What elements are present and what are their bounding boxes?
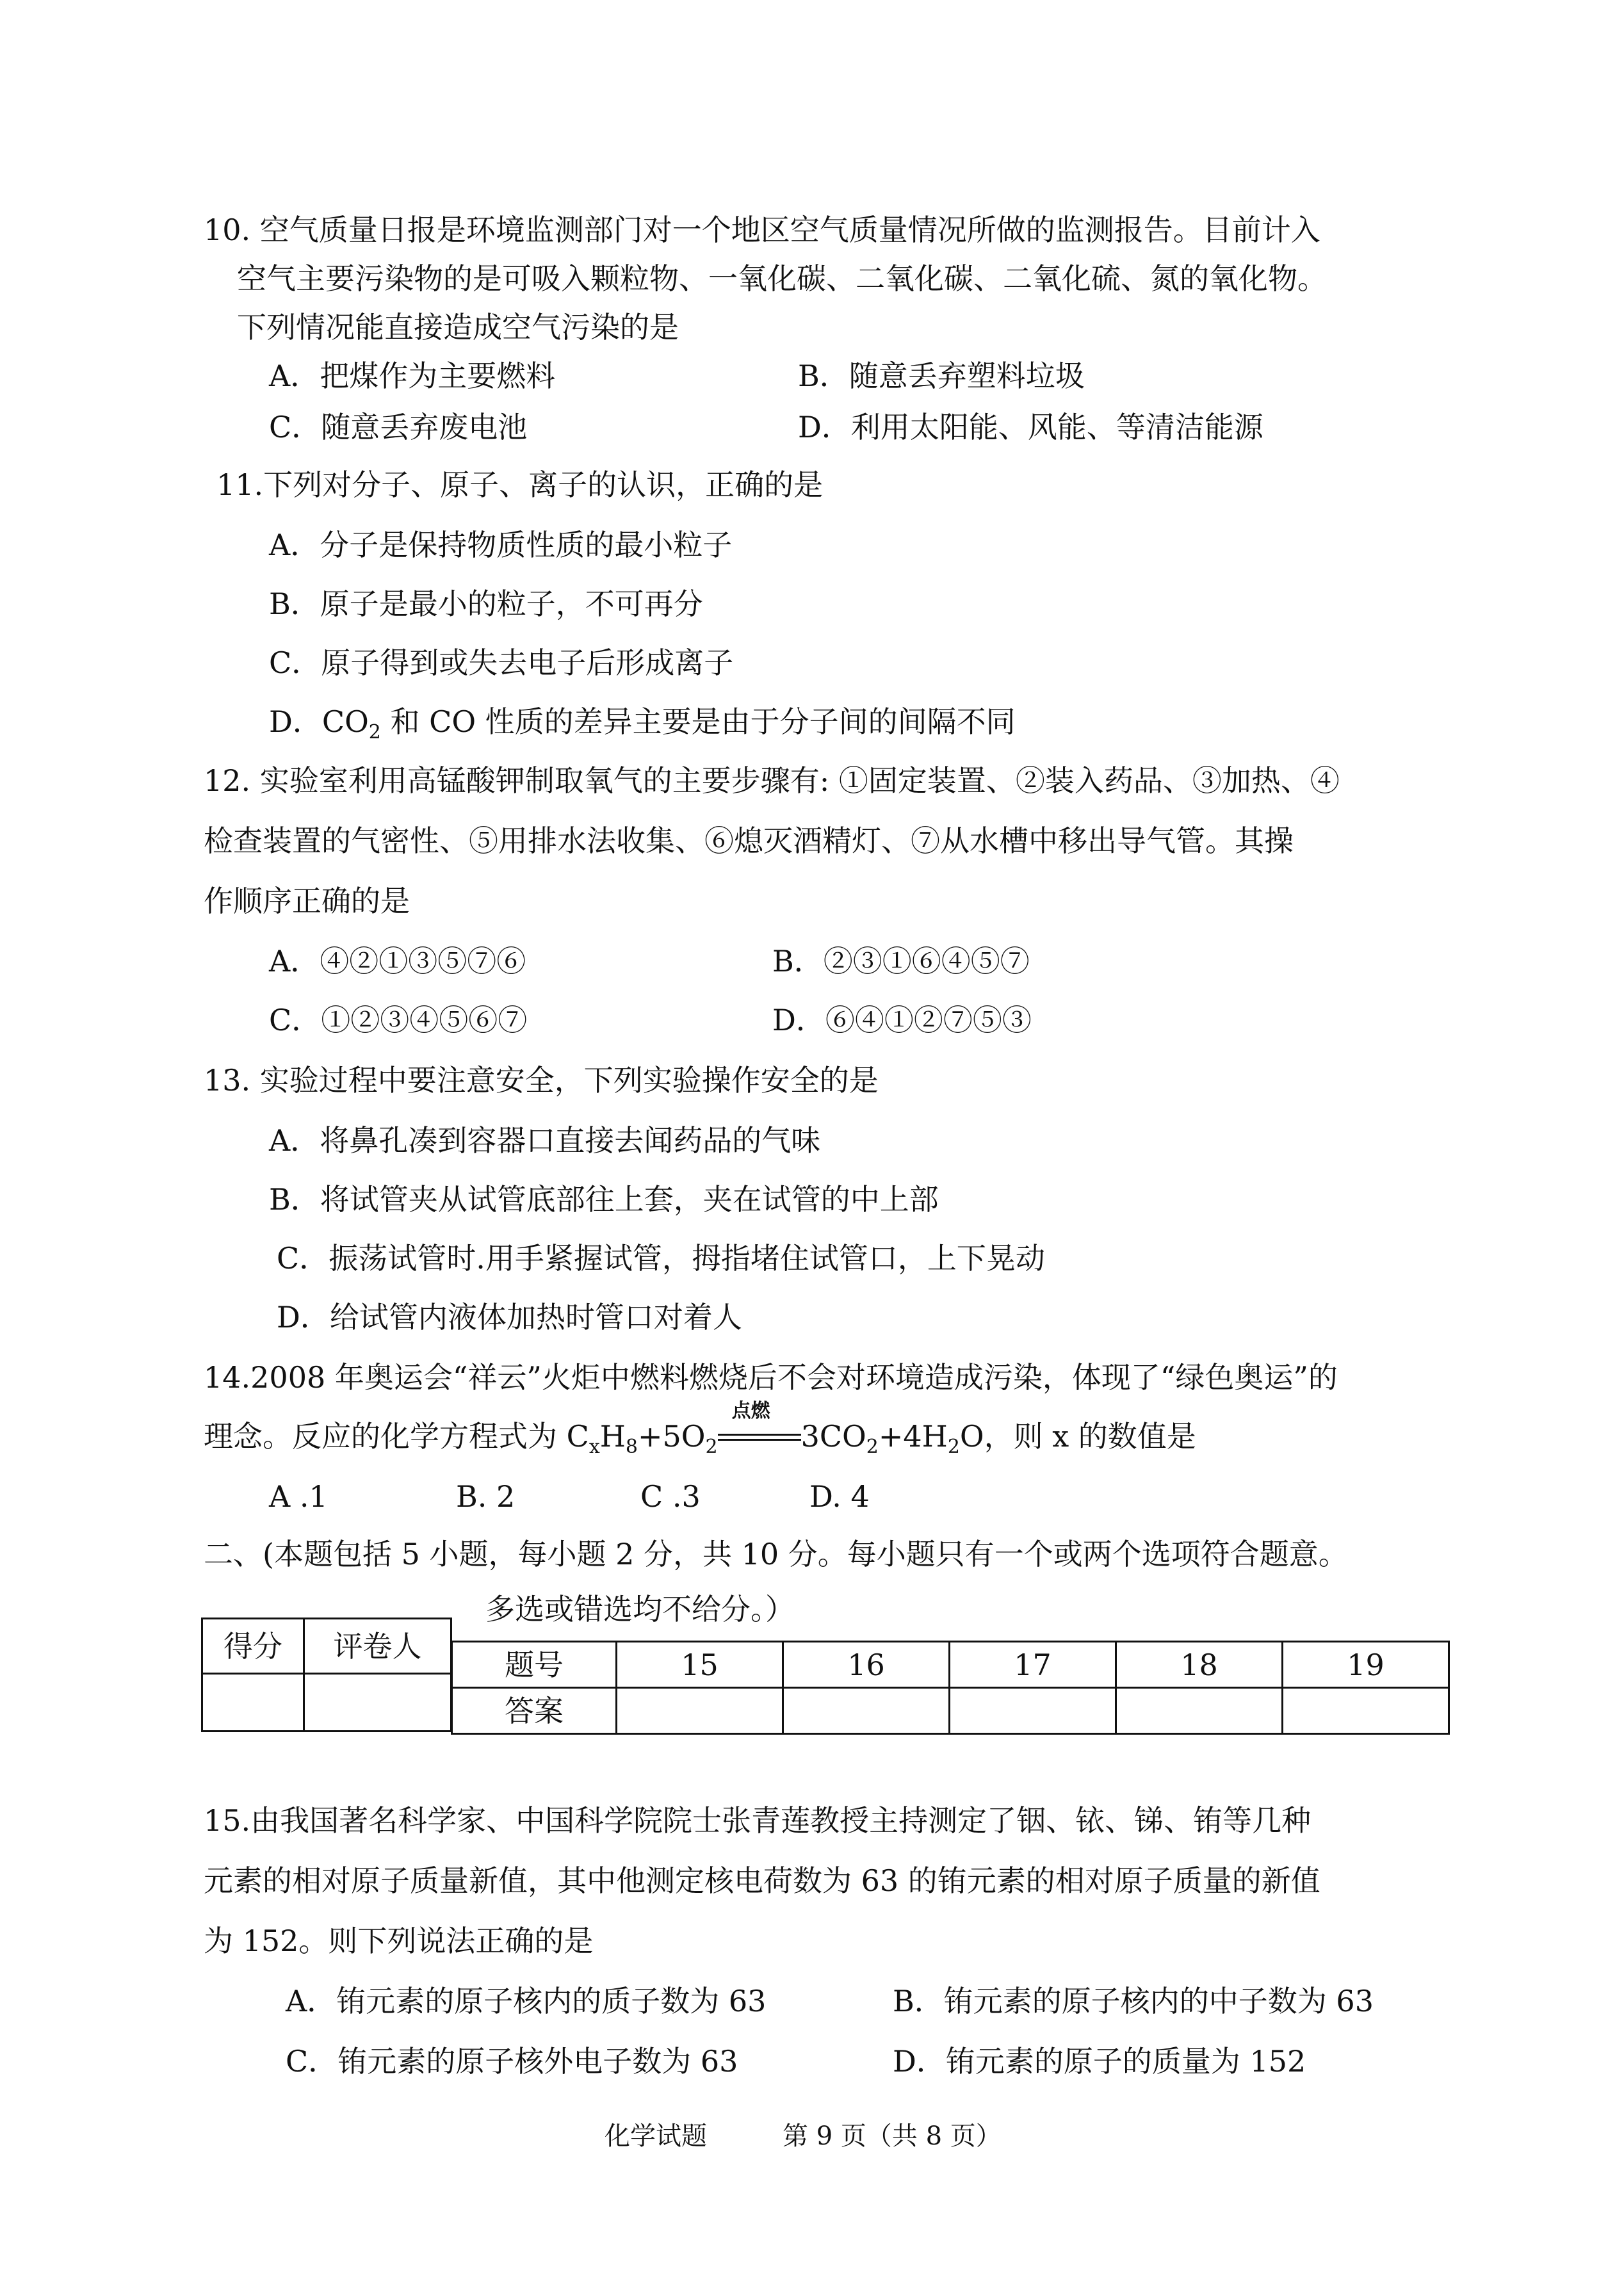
footer-subject: 化学试题 [605,2121,707,2151]
ignition-label: 点燃 [731,1400,770,1422]
q14-stem-line1: 14.2008 年奥运会“祥云”火炬中燃料燃烧后不会对环境造成污染，体现了“绿色奥运”的 [204,1360,1338,1395]
answer-table [451,1641,1450,1735]
q12-option-c: C．①②③④⑤⑥⑦ [269,1003,528,1037]
q12-option-d: D．⑥④①②⑦⑤③ [772,1003,1032,1037]
q14-option-c: C .3 [640,1479,701,1514]
q13-option-d: D．给试管内液体加热时管口对着人 [277,1300,742,1334]
reviewer-label: 评卷人 [304,1619,451,1674]
q13-stem: 13. 实验过程中要注意安全，下列实验操作安全的是 [204,1063,879,1098]
question-number: 15 [617,1642,783,1688]
q15-stem-line1: 15.由我国著名科学家、中国科学院院士张青莲教授主持测定了铟、铱、锑、铕等几种 [204,1803,1311,1838]
footer-page-number: 第 9 页（共 8 页） [783,2121,1002,2151]
reaction-condition-sign [718,1400,801,1450]
reviewer-cell[interactable] [304,1674,451,1731]
q15-stem-line2: 元素的相对原子质量新值，其中他测定核电荷数为 63 的铕元素的相对原子质量的新值 [204,1863,1320,1898]
row-label-answer: 答案 [452,1688,617,1734]
answer-cell[interactable] [1116,1688,1283,1734]
question-number: 17 [950,1642,1116,1688]
q14-option-b: B. 2 [456,1479,516,1514]
section2-note: 多选或错选均不给分。） [485,1592,795,1626]
q12-stem-line2: 检查装置的气密性、⑤用排水法收集、⑥熄灭酒精灯、⑦从水槽中移出导气管。其操 [204,823,1294,858]
q11-option-a: A．分子是保持物质性质的最小粒子 [269,528,733,562]
answer-cell[interactable] [950,1688,1116,1734]
row-label-number: 题号 [452,1642,617,1688]
q11-stem: 11.下列对分子、原子、离子的认识，正确的是 [216,467,824,502]
q14-stem-line2: 理念。反应的化学方程式为 $C_xH_8+5O_2$ 点燃 $3CO_2+4H_2O$，则 x 的数值是 [204,1400,1196,1458]
section2-title: 二、(本题包括 5 小题，每小题 2 分，共 10 分。每小题只有一个或两个选项符合题意。 [204,1537,1348,1571]
q11-option-d: D．$CO_2$ 和 CO 性质的差异主要是由于分子间的间隔不同 [269,704,1016,743]
answer-cell[interactable] [617,1688,783,1734]
q12-stem-line1: 12. 实验室利用高锰酸钾制取氧气的主要步骤有: ①固定装置、②装入药品、③加热、④ [204,763,1340,798]
score-cell[interactable] [202,1674,304,1731]
q13-option-a: A．将鼻孔凑到容器口直接去闻药品的气味 [269,1123,821,1158]
score-label: 得分 [202,1619,304,1674]
q12-option-a: A．④②①③⑤⑦⑥ [269,944,526,978]
q14-option-a: A .1 [269,1479,328,1514]
q14-option-d: D. 4 [809,1479,870,1514]
question-number: 19 [1283,1642,1449,1688]
answer-cell[interactable] [783,1688,950,1734]
answer-cell[interactable] [1283,1688,1449,1734]
q15-option-a: A．铕元素的原子核内的质子数为 63 [286,1984,767,2018]
q12-stem-line3: 作顺序正确的是 [204,884,410,918]
q15-option-b: B．铕元素的原子核内的中子数为 63 [893,1984,1374,2018]
q11-option-b: B．原子是最小的粒子，不可再分 [269,587,703,621]
q13-option-c: C．振荡试管时.用手紧握试管，拇指堵住试管口，上下晃动 [277,1241,1045,1276]
q10-stem-line1: 10. 空气质量日报是环境监测部门对一个地区空气质量情况所做的监测报告。目前计入 [204,213,1320,247]
q15-option-c: C．铕元素的原子核外电子数为 63 [286,2044,738,2079]
score-box [201,1618,452,1732]
q15-stem-line3: 为 152。则下列说法正确的是 [204,1924,594,1958]
q13-option-b: B．将试管夹从试管底部往上套，夹在试管的中上部 [269,1182,939,1217]
q15-option-d: D．铕元素的原子的质量为 152 [893,2044,1306,2079]
q11-option-c: C．原子得到或失去电子后形成离子 [269,645,734,680]
q10-option-a: A．把煤作为主要燃料 [269,359,556,393]
q12-option-b: B．②③①⑥④⑤⑦ [772,944,1030,978]
question-number: 18 [1116,1642,1283,1688]
q10-stem-line2: 空气主要污染物的是可吸入颗粒物、一氧化碳、二氧化碳、二氧化硫、氮的氧化物。 [237,261,1327,296]
q10-stem-line3: 下列情况能直接造成空气污染的是 [237,310,679,345]
question-number: 16 [783,1642,950,1688]
q10-option-b: B．随意丢弃塑料垃圾 [798,359,1085,393]
q10-option-d: D．利用太阳能、风能、等清洁能源 [798,410,1263,444]
q10-option-c: C．随意丢弃废电池 [269,410,528,444]
